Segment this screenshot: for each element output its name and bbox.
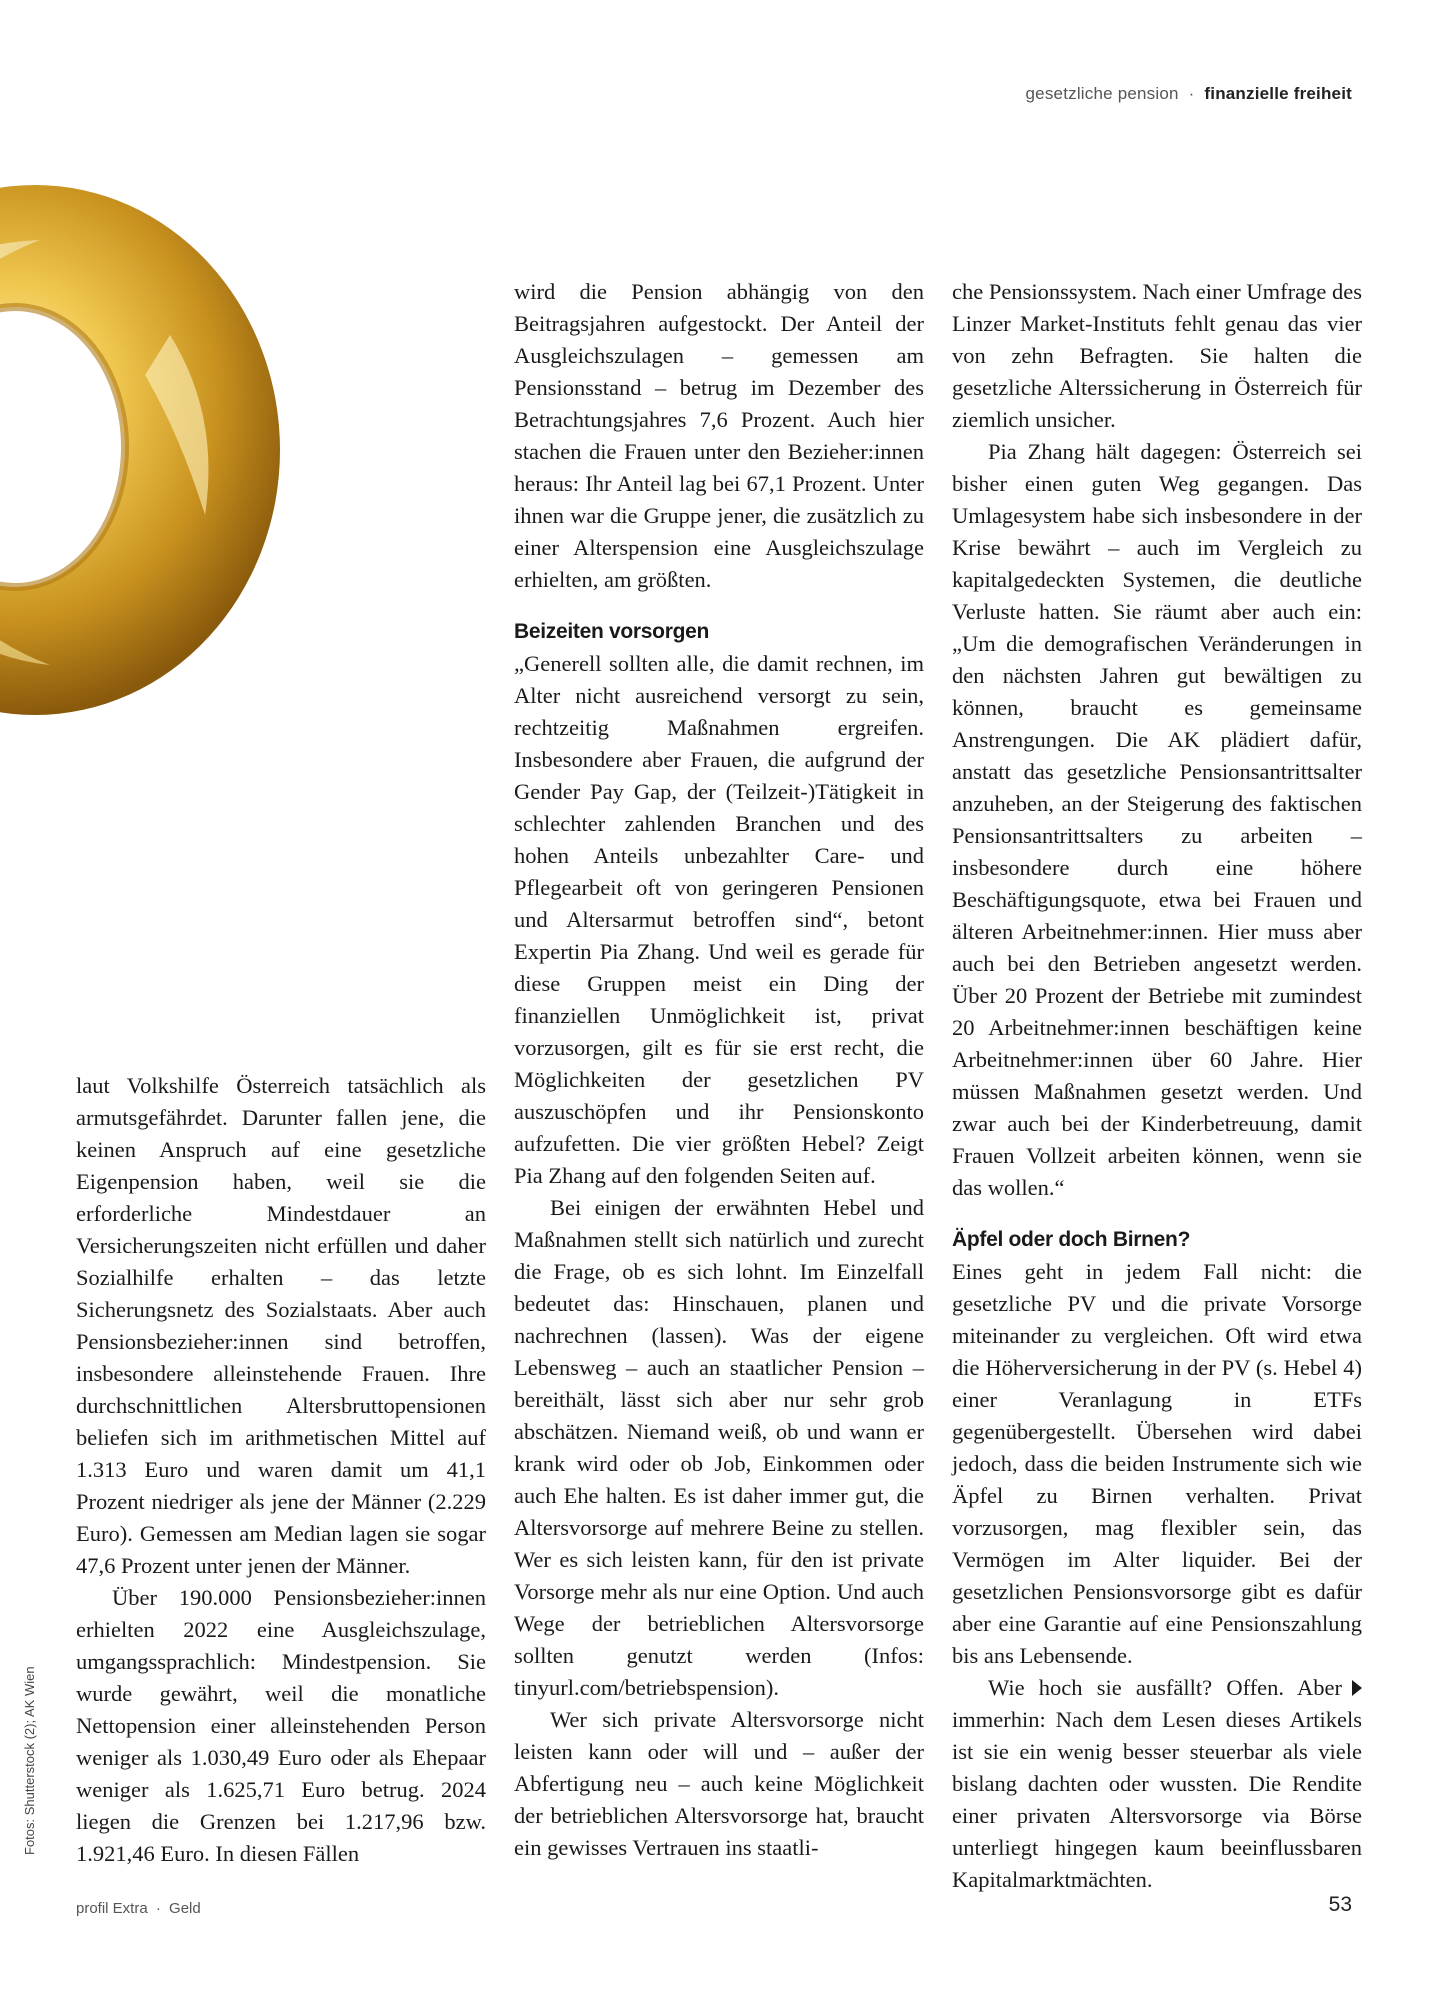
gold-balloon-zero-image <box>0 185 310 745</box>
column1-paragraph-1: laut Volkshilfe Österreich tatsächlich als armutsgefährdet. Darunter fallen jene, die keinen Anspruch auf eine gesetzliche Eigenpension haben, weil sie die erforderliche Mindestdauer an Versicherungszeiten nicht erfüllen und daher Sozialhilfe erhalten – das letzte Sicherungsnetz des Sozialstaats. Aber auch Pensionsbezieher:innen sind betroffen, insbesondere alleinstehende Frauen. Ihre durchschnittlichen Altersbruttopensionen beliefen sich im arithmetischen Mittel auf 1.313 Euro und waren damit um 41,1 Prozent niedriger als jene der Männer (2.229 Euro). Gemessen am Median lagen sie sogar 47,6 Prozent unter jenen der Männer. <box>76 1073 486 1578</box>
footer-separator: · <box>155 1900 161 1917</box>
subheading-aepfel-oder-birnen: Äpfel oder doch Birnen? <box>952 1228 1191 1251</box>
footer-publication-name: profil Extra <box>76 1900 148 1917</box>
footer-section: Geld <box>169 1900 201 1917</box>
page-number: 53 <box>1328 1893 1352 1916</box>
article-column-3 <box>952 276 1362 1896</box>
column3-paragraph-3: Eines geht in jedem Fall nicht: die gesetzliche PV und die private Vorsorge miteinander zu vergleichen. Oft wird etwa die Höherversicherung in der PV (s. Hebel 4) einer Veranlagung in ETFs gegenübergestellt. Übersehen wird dabei jedoch, dass die beiden Instrumente sich wie Äpfel zu Birnen verhalten. Privat vorzusorgen, mag flexibler sein, das Vermögen im Alter liquider. Bei der gesetzlichen Pensionsvorsorge gibt es dafür aber eine Garantie auf eine Pensionszahlung bis ans Lebensende. <box>952 1259 1362 1668</box>
column2-paragraph-1: wird die Pension abhängig von den Beitragsjahren aufgestockt. Der Anteil der Ausgleichszulagen – gemessen am Pensionsstand – betrug im Dezember des Betrachtungsjahres 7,6 Prozent. Auch hier stachen die Frauen unter den Bezieher:innen heraus: Ihr Anteil lag bei 67,1 Prozent. Unter ihnen war die Gruppe jener, die zusätzlich zu einer Alterspension eine Ausgleichszulage erhielten, am größten. <box>514 279 924 592</box>
column2-paragraph-2: „Generell sollten alle, die damit rechnen, im Alter nicht ausreichend versorgt zu sein, rechtzeitig Maßnahmen ergreifen. Insbesondere aber Frauen, die aufgrund der Gender Pay Gap, der (Teilzeit-)Tätigkeit in schlechter zahlenden Branchen und des hohen Anteils unbezahlter Care- und Pflegearbeit oft von geringeren Pensionen und Altersarmut betroffen sind“, betont Expertin Pia Zhang. Und weil es gerade für diese Gruppen meist ein Ding der finanziellen Unmöglichkeit ist, privat vorzusorgen, gilt es für sie erst recht, die Möglichkeiten der gesetzlichen PV auszuschöpfen und ihr Pensionskonto aufzufetten. Die vier größten Hebel? Zeigt Pia Zhang auf den folgenden Seiten auf. <box>514 651 924 1188</box>
footer-publication <box>76 1900 201 1917</box>
column3-paragraph-4-text: Wie hoch sie ausfällt? Offen. Aber immerhin: Nach dem Lesen dieses Artikels ist sie ein wenig besser steuerbar als viele bislang dachten oder wussten. Die Rendite einer privaten Altersvorsorge via Börse unterliegt hingegen kaum beeinflussbaren Kapitalmarktmächten. <box>952 1675 1362 1892</box>
column3-paragraph-4 <box>952 1672 1362 1896</box>
subheading-beizeiten-vorsorgen: Beizeiten vorsorgen <box>514 620 710 643</box>
column2-paragraph-3: Bei einigen der erwähnten Hebel und Maßnahmen stellt sich natürlich und zurecht die Frage, ob es sich lohnt. Im Einzelfall bedeutet das: Hinschauen, planen und nachrechnen (lassen). Was der eigene Lebensweg – auch an staatlicher Pension – bereithält, lässt sich aber nur sehr grob abschätzen. Niemand weiß, ob und wann er krank wird oder ob Job, Einkommen oder auch Ehe halten. Es ist daher immer gut, die Altersvorsorge auf mehrere Beine zu stellen. Wer es sich leisten kann, für den ist private Vorsorge mehr als nur eine Option. Und auch Wege der betrieblichen Altersvorsorge sollten genutzt werden (Infos: tinyurl.com/betriebspension). <box>514 1195 924 1700</box>
running-header <box>1026 84 1352 104</box>
article-column-1 <box>76 1070 486 1870</box>
continue-arrow-icon <box>1352 1680 1362 1696</box>
header-separator: · <box>1188 84 1195 103</box>
photo-credit: Fotos: Shutterstock (2); AK Wien <box>22 1666 37 1855</box>
column2-paragraph-4: Wer sich private Altersvorsorge nicht leisten kann oder will und – außer der Abfertigung neu – auch keine Möglichkeit der betrieblichen Altersvorsorge hat, braucht ein gewisses Vertrauen ins staatli- <box>514 1707 924 1860</box>
article-column-2 <box>514 276 924 1864</box>
column3-paragraph-2: Pia Zhang hält dagegen: Österreich sei bisher einen guten Weg gegangen. Das Umlagesystem habe sich insbesondere in der Krise bewährt – auch im Vergleich zu kapitalgedeckten Systemen, die deutliche Verluste hatten. Sie räumt aber auch ein: „Um die demografischen Veränderungen in den nächsten Jahren gut bewältigen zu können, braucht es gemeinsame Anstrengungen. Die AK plädiert dafür, anstatt das gesetzliche Pensionsantrittsalter anzuheben, an der Steigerung des faktischen Pensionsantrittsalters zu arbeiten – insbesondere durch eine höhere Beschäftigungsquote, etwa bei Frauen und älteren Arbeitnehmer:innen. Hier muss aber auch bei den Betrieben angesetzt werden. Über 20 Prozent der Betriebe mit zumindest 20 Arbeitnehmer:innen beschäftigen keine Arbeitnehmer:innen über 60 Jahre. Hier müssen Maßnahmen gesetzt werden. Und zwar auch bei der Kinderbetreuung, damit Frauen Vollzeit arbeiten können, wenn sie das wollen.“ <box>952 439 1362 1200</box>
header-section: gesetzliche pension <box>1025 84 1179 103</box>
column3-paragraph-1: che Pensionssystem. Nach einer Umfrage des Linzer Market-Instituts fehlt genau das vier von zehn Befragten. Sie halten die gesetzliche Alterssicherung in Österreich für ziemlich unsicher. <box>952 279 1362 432</box>
header-topic: finanzielle freiheit <box>1204 84 1352 103</box>
column1-paragraph-2: Über 190.000 Pensionsbezieher:innen erhielten 2022 eine Ausgleichszulage, umgangssprachlich: Mindestpension. Sie wurde gewährt, weil die monatliche Nettopension einer alleinstehenden Person weniger als 1.030,49 Euro oder als Ehepaar weniger als 1.625,71 Euro betrug. 2024 liegen die Grenzen bei 1.217,96 bzw. 1.921,46 Euro. In diesen Fällen <box>76 1585 486 1866</box>
